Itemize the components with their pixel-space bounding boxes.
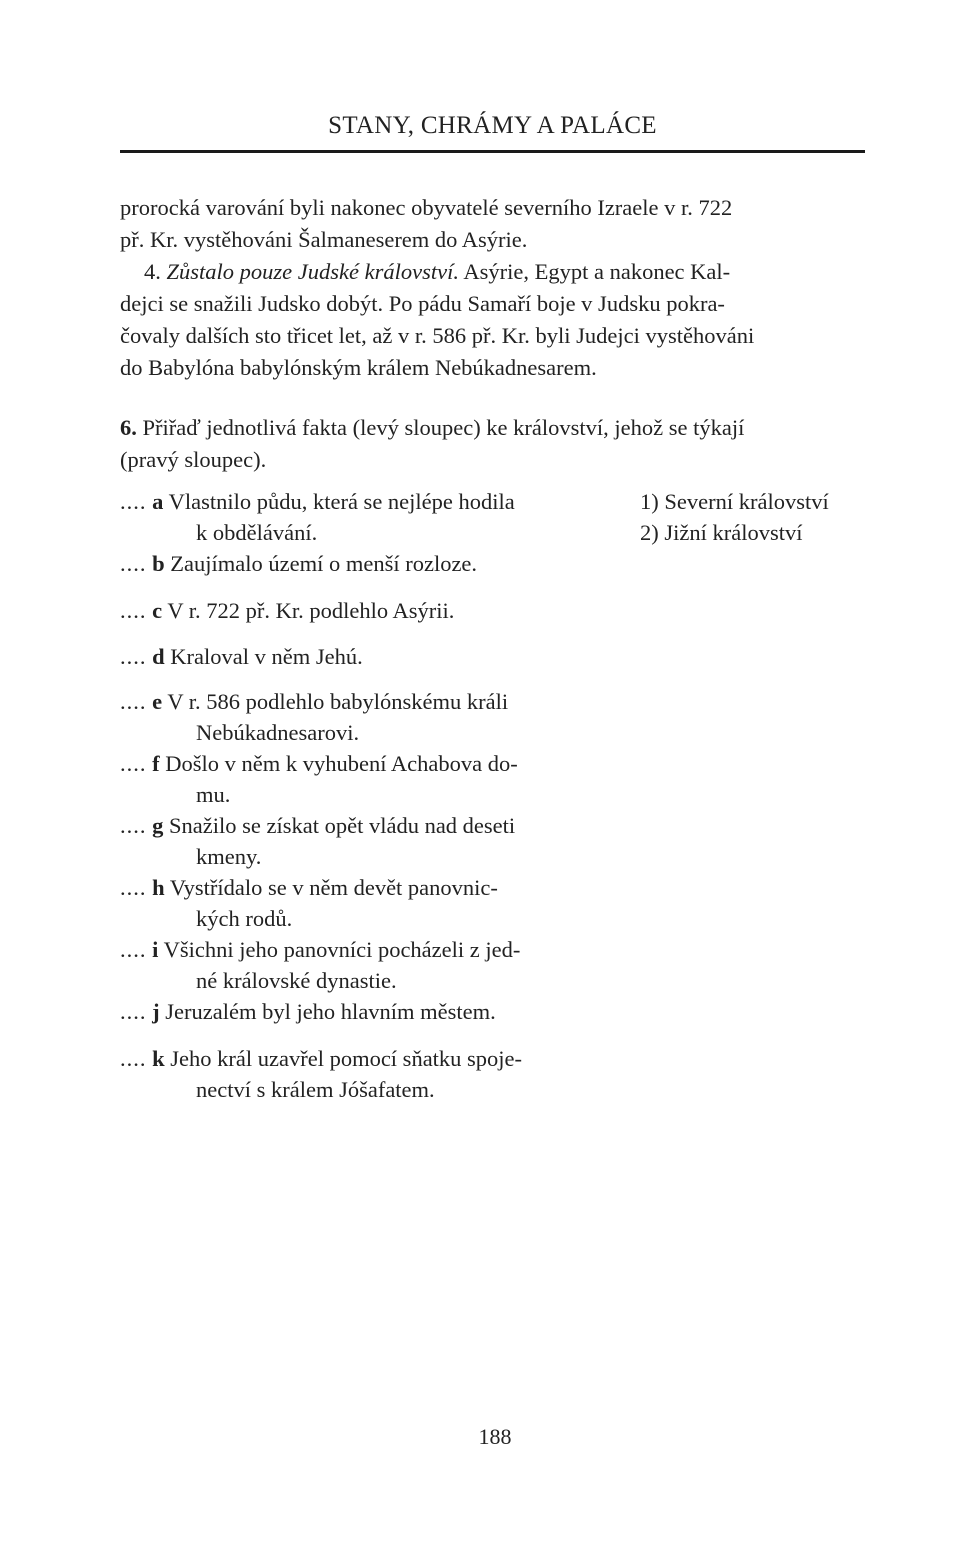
item-text: Zaujímalo území o menší rozloze. — [170, 551, 478, 576]
task-instruction — [120, 412, 870, 476]
item-text-continuation: kmeny. — [196, 844, 262, 869]
matching-item-line — [120, 641, 363, 672]
matching-item — [120, 686, 508, 748]
answer-blank: .... — [120, 1046, 147, 1071]
matching-item-line — [120, 810, 515, 841]
answer-blank: .... — [120, 937, 147, 962]
item-text-continuation: Nebúkadnesarovi. — [196, 720, 360, 745]
item-letter: h — [152, 875, 165, 900]
matching-item — [120, 872, 498, 934]
task-line — [120, 412, 870, 444]
item-letter: f — [152, 751, 160, 776]
task-number: 6. — [120, 415, 137, 440]
item-text: Došlo v něm k vyhubení Achabova do- — [165, 751, 518, 776]
item-text: Snažilo se získat opět vládu nad deseti — [169, 813, 516, 838]
matching-item-line — [120, 872, 498, 903]
intro-line: čovaly dalších sto třicet let, až v r. 586 př. Kr. byli Judejci vystěhováni — [120, 323, 755, 348]
matching-item-line — [120, 1043, 522, 1074]
answer-blank: .... — [120, 598, 147, 623]
matching-item-line — [120, 934, 520, 965]
intro-line: dejci se snažili Judsko dobýt. Po pádu Samaří boje v Judsku pokra- — [120, 291, 725, 316]
item-text-continuation: mu. — [196, 782, 231, 807]
matching-item-line — [120, 686, 508, 717]
item-text-continuation: nectví s králem Jóšafatem. — [196, 1077, 435, 1102]
matching-item — [120, 996, 496, 1027]
item-text-continuation: kých rodů. — [196, 906, 293, 931]
intro-paragraph — [120, 192, 870, 384]
item-text: Vlastnilo půdu, která se nejlépe hodila — [168, 489, 515, 514]
matching-item — [120, 934, 520, 996]
matching-item-line — [120, 748, 518, 779]
item-letter: i — [152, 937, 159, 962]
item-letter: e — [152, 689, 163, 714]
header-rule — [120, 150, 865, 153]
answer-blank: .... — [120, 813, 147, 838]
matching-item — [120, 486, 515, 548]
intro-line: př. Kr. vystěhováni Šalmaneserem do Asýrie. — [120, 227, 528, 252]
item-text-continuation: né královské dynastie. — [196, 968, 397, 993]
item-text: V r. 586 podlehlo babylónskému králi — [167, 689, 509, 714]
item-letter: c — [152, 598, 163, 623]
answer-blank: .... — [120, 689, 147, 714]
answer-blank: .... — [120, 751, 147, 776]
point-4-number: 4. — [144, 259, 161, 284]
item-letter: g — [152, 813, 164, 838]
item-letter: d — [152, 644, 165, 669]
item-text: V r. 722 př. Kr. podlehlo Asýrii. — [167, 598, 455, 623]
item-letter: j — [152, 999, 160, 1024]
item-letter: k — [152, 1046, 165, 1071]
answer-blank: .... — [120, 875, 147, 900]
matching-item — [120, 810, 515, 872]
item-letter: a — [152, 489, 164, 514]
matching-item-line — [120, 595, 454, 626]
item-text: Všichni jeho panovníci pocházeli z jed- — [163, 937, 521, 962]
answer-blank: .... — [120, 644, 147, 669]
item-text-continuation: k obdělávání. — [196, 520, 318, 545]
answer-blank: .... — [120, 999, 147, 1024]
kingdom-option-north: 1) Severní království — [640, 489, 829, 514]
task-line: (pravý sloupec). — [120, 447, 267, 472]
matching-item — [120, 548, 477, 579]
task-text: Přiřaď jednotlivá fakta (levý sloupec) ke království, jehož se týkají — [142, 415, 745, 440]
matching-item-line — [120, 548, 477, 579]
point-4-emphasis: Zůstalo pouze Judské království. — [166, 259, 459, 284]
kingdom-options — [640, 486, 829, 548]
answer-blank: .... — [120, 551, 147, 576]
matching-item — [120, 748, 518, 810]
item-text: Kraloval v něm Jehú. — [170, 644, 363, 669]
matching-item — [120, 595, 454, 626]
intro-line: do Babylóna babylónským králem Nebúkadnesarem. — [120, 355, 597, 380]
item-letter: b — [152, 551, 165, 576]
running-header: STANY, CHRÁMY A PALÁCE — [328, 112, 657, 139]
point-4-rest: Asýrie, Egypt a nakonec Kal- — [463, 259, 731, 284]
page-number: 188 — [478, 1424, 512, 1449]
item-text: Jeruzalém byl jeho hlavním městem. — [165, 999, 496, 1024]
item-text: Jeho král uzavřel pomocí sňatku spoje- — [170, 1046, 523, 1071]
matching-item — [120, 641, 363, 672]
matching-item-line — [120, 486, 515, 517]
matching-item — [120, 1043, 522, 1105]
intro-line: prorocká varování byli nakonec obyvatelé severního Izraele v r. 722 — [120, 195, 733, 220]
point-4-line — [120, 256, 870, 288]
answer-blank: .... — [120, 489, 147, 514]
item-text: Vystřídalo se v něm devět panovnic- — [169, 875, 498, 900]
kingdom-option-south: 2) Jižní království — [640, 520, 803, 545]
matching-item-line — [120, 996, 496, 1027]
